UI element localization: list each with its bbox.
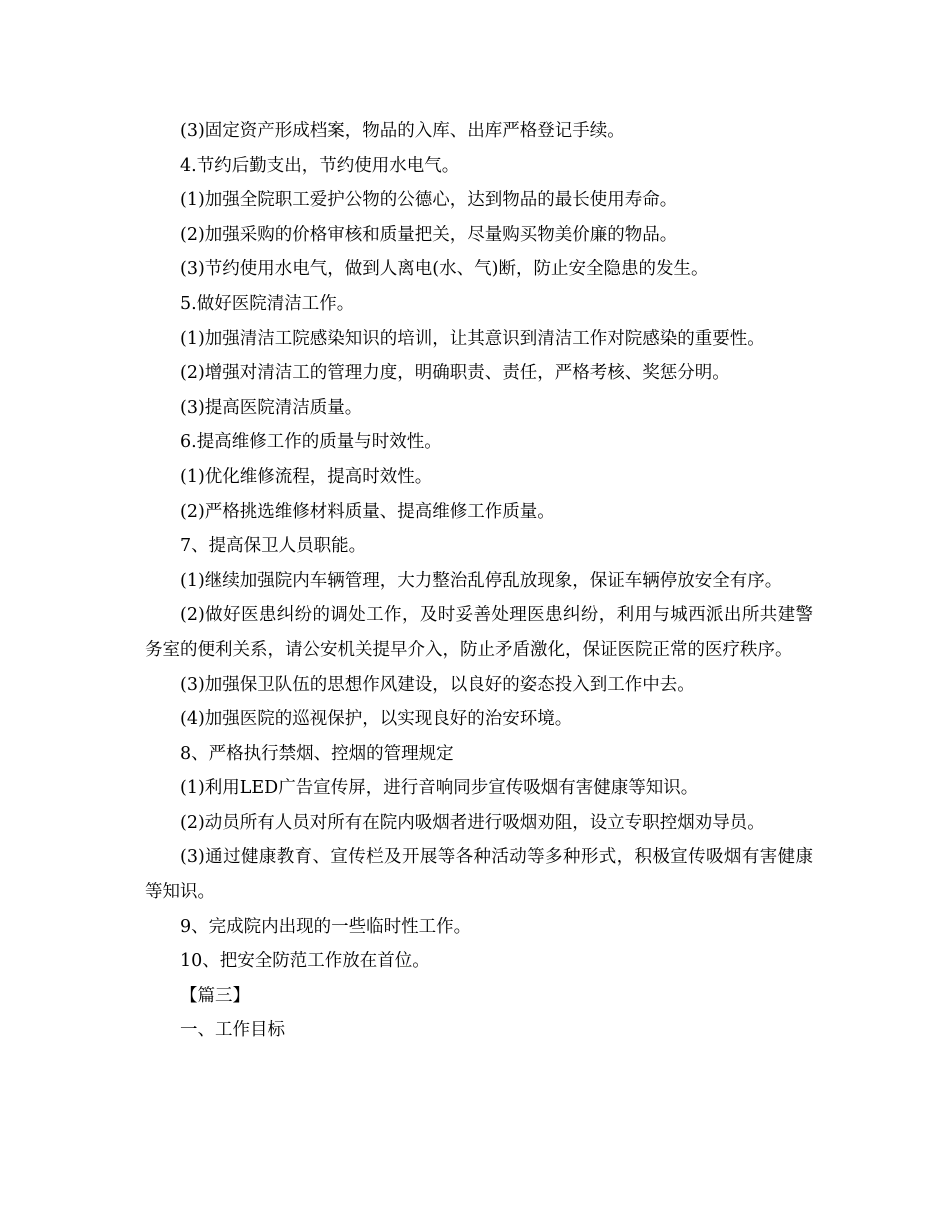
paragraph: (2)做好医患纠纷的调处工作，及时妥善处理医患纠纷，利用与城西派出所共建警务室的便利关系，请公安机关提早介入，防止矛盾激化，保证医院正常的医疗秩序。 xyxy=(145,605,813,660)
section-heading: 5.做好医院清洁工作。 xyxy=(180,293,355,314)
paragraph: (1)加强清洁工院感染知识的培训，让其意识到清洁工作对院感染的重要性。 xyxy=(180,328,765,349)
section-heading: 9、完成院内出现的一些临时性工作。 xyxy=(180,916,472,937)
paragraph: (1)利用LED广告宣传屏，进行音响同步宣传吸烟有害健康等知识。 xyxy=(180,778,699,799)
section-heading: 6.提高维修工作的质量与时效性。 xyxy=(180,432,442,453)
paragraph: (2)增强对清洁工的管理力度，明确职责、责任，严格考核、奖惩分明。 xyxy=(180,363,730,384)
section-heading: 10、把安全防范工作放在首位。 xyxy=(180,951,430,972)
paragraph: (4)加强医院的巡视保护，以实现良好的治安环境。 xyxy=(180,709,573,730)
paragraph: (2)动员所有人员对所有在院内吸烟者进行吸烟劝阻，设立专职控烟劝导员。 xyxy=(180,812,765,833)
document-body xyxy=(145,114,813,1048)
paragraph: (1)优化维修流程，提高时效性。 xyxy=(180,466,433,487)
chapter-heading: 【篇三】 xyxy=(180,985,250,1006)
paragraph: (3)加强保卫队伍的思想作风建设，以良好的姿态投入到工作中去。 xyxy=(180,674,695,695)
section-heading: 7、提高保卫人员职能。 xyxy=(180,536,367,557)
section-heading: 8、严格执行禁烟、控烟的管理规定 xyxy=(180,743,454,764)
paragraph: (3)节约使用水电气，做到人离电(水、气)断，防止安全隐患的发生。 xyxy=(180,259,709,280)
section-heading: 4.节约后勤支出，节约使用水电气。 xyxy=(180,155,460,176)
section-heading: 一、工作目标 xyxy=(180,1020,285,1041)
paragraph: (2)严格挑选维修材料质量、提高维修工作质量。 xyxy=(180,501,555,522)
paragraph: (1)加强全院职工爱护公物的公德心，达到物品的最长使用寿命。 xyxy=(180,190,678,211)
paragraph: (3)提高医院清洁质量。 xyxy=(180,397,363,418)
paragraph: (3)固定资产形成档案，物品的入库、出库严格登记手续。 xyxy=(180,121,625,141)
paragraph: (1)继续加强院内车辆管理，大力整治乱停乱放现象，保证车辆停放安全有序。 xyxy=(180,570,783,591)
paragraph: (2)加强采购的价格审核和质量把关，尽量购买物美价廉的物品。 xyxy=(180,224,678,245)
paragraph: (3)通过健康教育、宣传栏及开展等各种活动等多种形式，积极宣传吸烟有害健康等知识。 xyxy=(145,847,813,903)
